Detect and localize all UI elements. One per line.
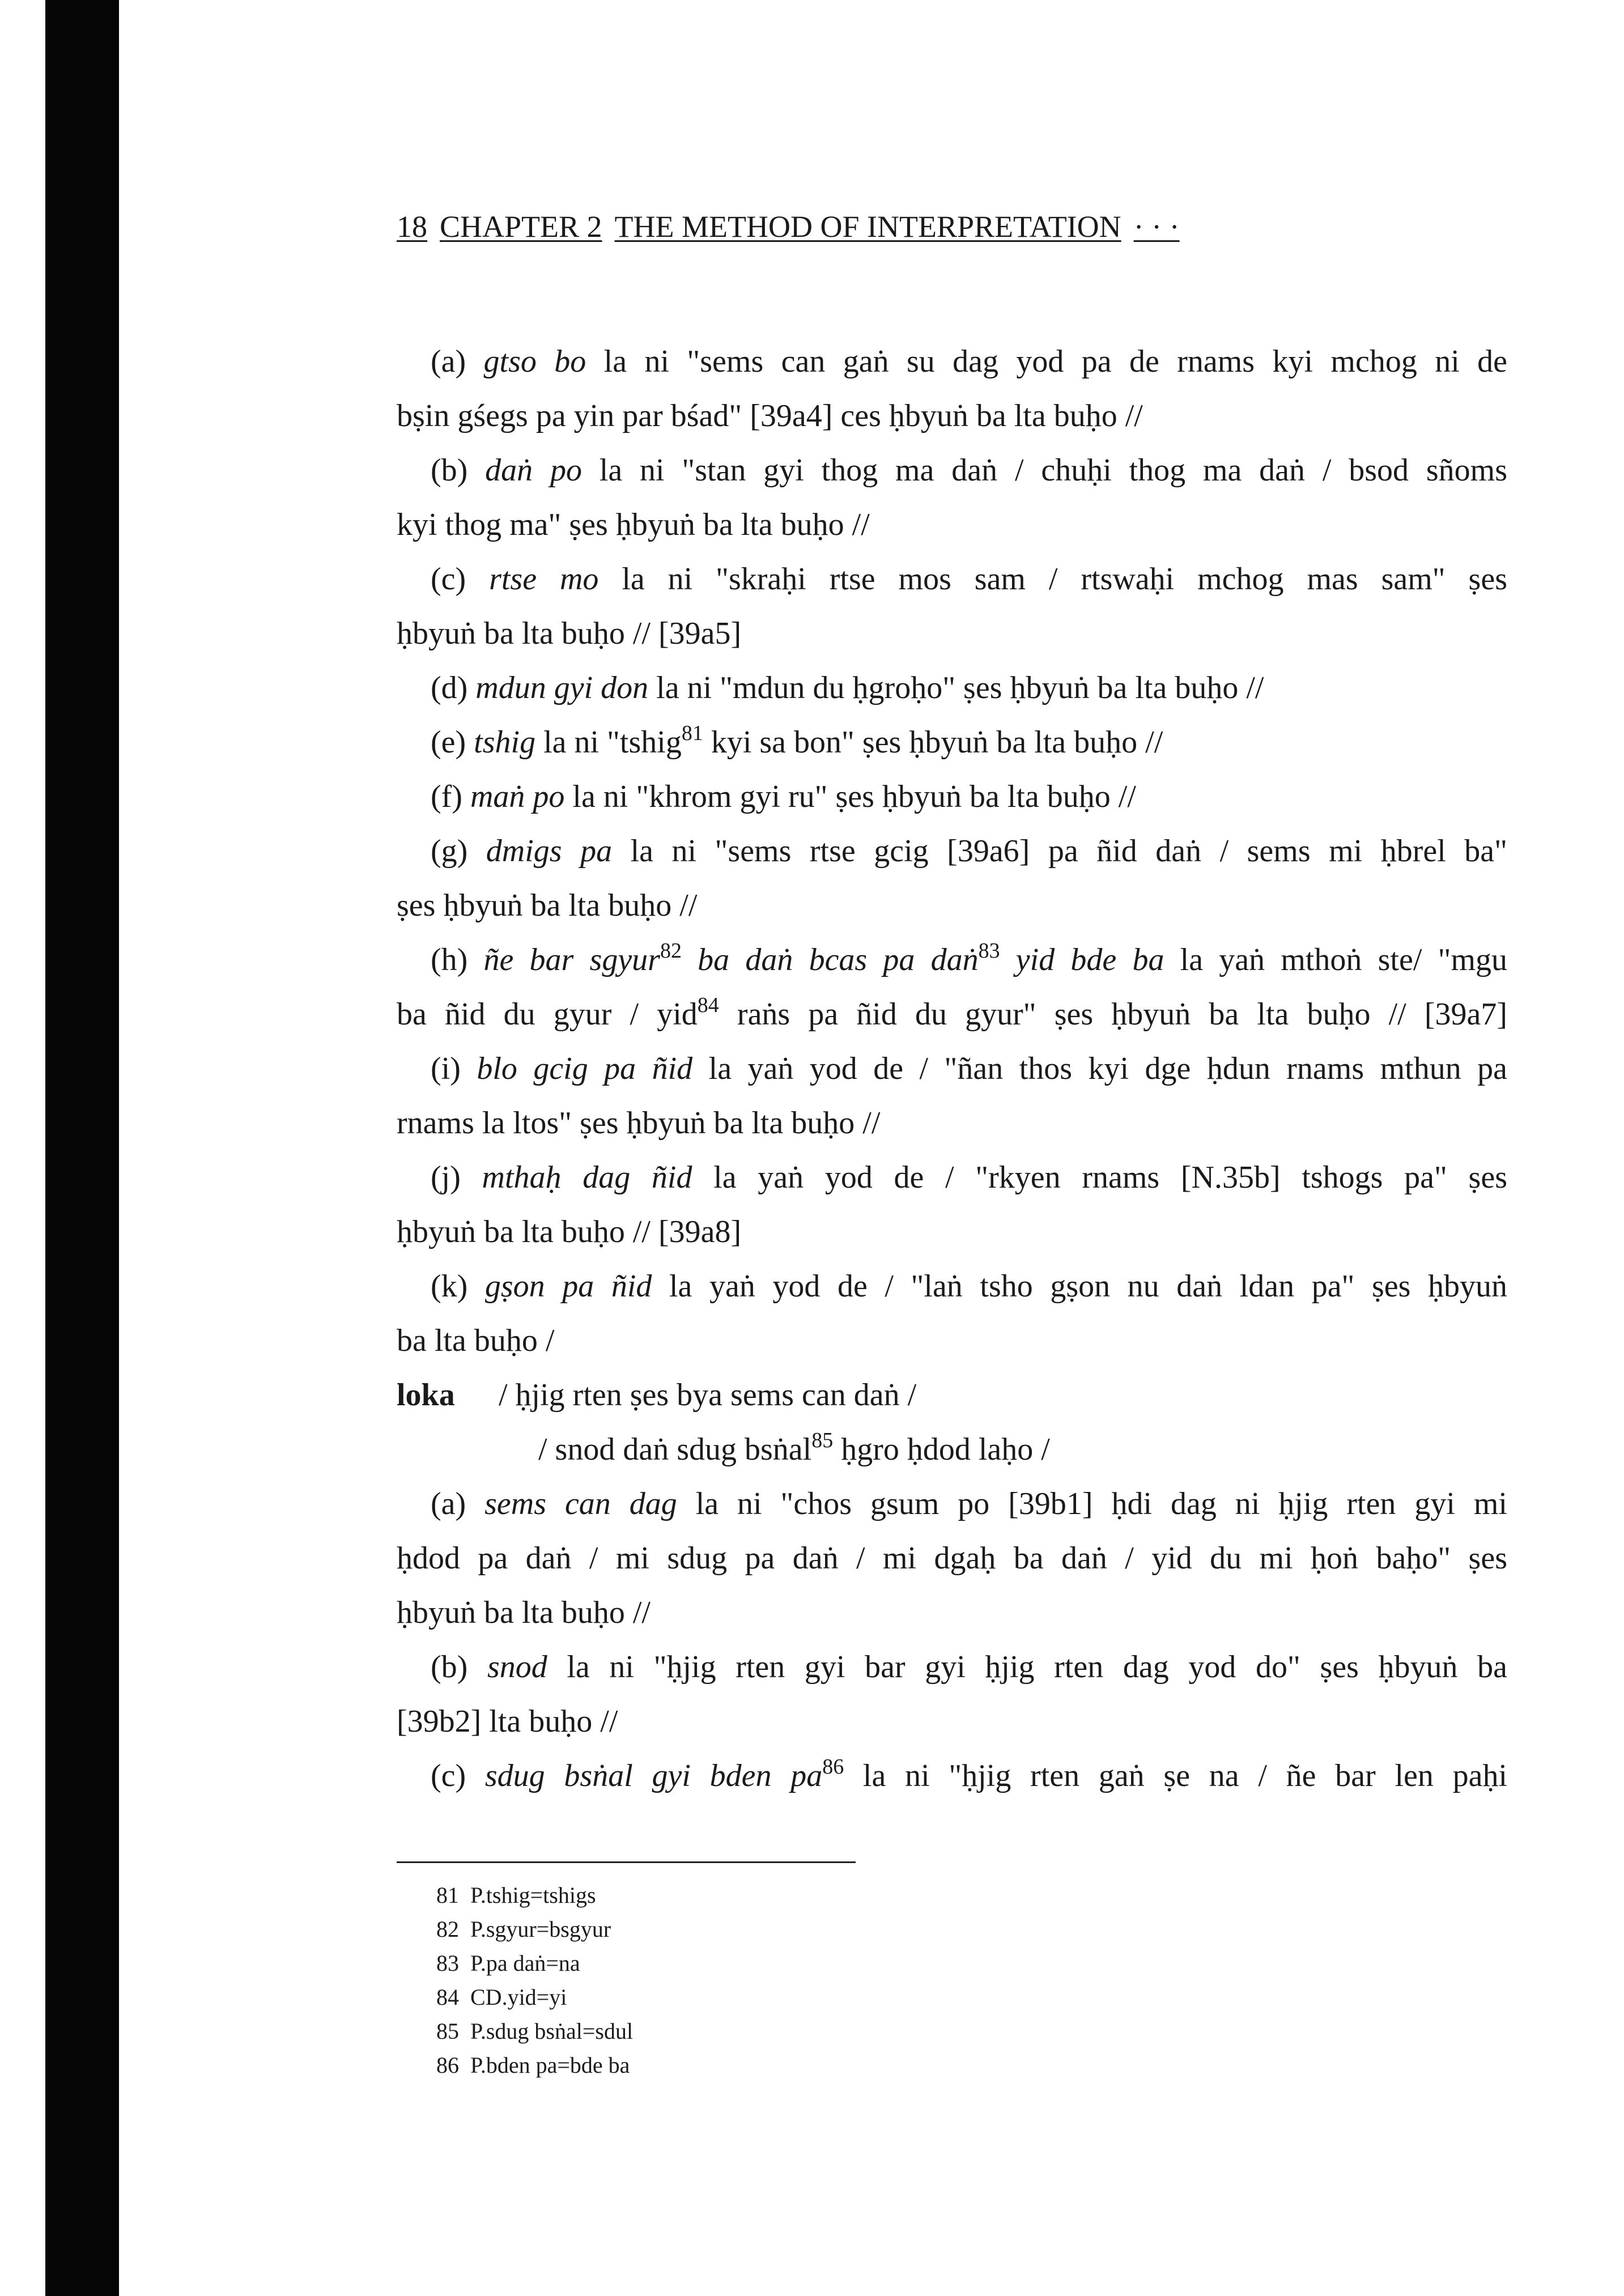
text-line: [397, 715, 1507, 769]
text-run: (c): [431, 562, 490, 597]
footnote: [436, 1980, 633, 2014]
text-run: rnams la ltos" ṣes ḥbyuṅ ba lta buḥo //: [397, 1106, 881, 1141]
footnote-text: P.pa daṅ=na: [470, 1950, 580, 1976]
text-line: [397, 661, 1507, 715]
running-head: [397, 207, 1180, 246]
text-line: [397, 1640, 1507, 1694]
page-number: 18: [397, 210, 427, 244]
italic-term: blo gcig pa ñid: [477, 1051, 693, 1086]
footnote-text: P.tshig=tshigs: [470, 1882, 596, 1908]
text-line: [397, 1150, 1507, 1205]
text-line: [397, 606, 1507, 661]
body-text: [397, 334, 1507, 1803]
italic-term: daṅ po: [485, 453, 582, 488]
italic-term: yid bde ba: [1000, 942, 1164, 977]
text-run: la ni "khrom gyi ru" ṣes ḥbyuṅ ba lta buḥo //: [564, 779, 1136, 814]
text-line: [397, 1096, 1507, 1150]
footnote-number: 86: [436, 2052, 459, 2078]
text-line: [397, 1313, 1507, 1368]
footnote-number: 82: [436, 1916, 459, 1942]
footnote-number: 85: [436, 2018, 459, 2044]
text-line: [397, 498, 1507, 552]
footnote-marker: 81: [681, 721, 703, 745]
text-run: ba ñid du gyur / yid: [397, 997, 698, 1032]
text-line: [397, 1531, 1507, 1585]
header-ellipsis: · · ·: [1133, 210, 1180, 244]
footnote-marker: 86: [822, 1755, 844, 1779]
text-run: ḥbyuṅ ba lta buḥo // [39a5]: [397, 616, 742, 651]
footnote-text: P.sdug bsṅal=sdul: [470, 2018, 634, 2044]
text-line: [397, 987, 1507, 1041]
text-line: [397, 552, 1507, 606]
text-run: ḥbyuṅ ba lta buḥo //: [397, 1595, 651, 1630]
italic-term: sems can dag: [484, 1486, 677, 1521]
text-run: (a): [431, 1486, 485, 1521]
text-run: (d): [431, 670, 476, 705]
italic-term: snod: [487, 1649, 547, 1685]
footnote-marker: 85: [811, 1428, 834, 1452]
footnote: [436, 1878, 633, 1912]
footnote-number: 83: [436, 1950, 459, 1976]
text-run: kyi thog ma" ṣes ḥbyuṅ ba lta buḥo //: [397, 507, 870, 542]
text-run: ṣes ḥbyuṅ ba lta buḥo //: [397, 888, 698, 923]
footnote: [436, 1912, 633, 1946]
text-run: la ni "tshig: [535, 725, 682, 760]
text-line: [397, 1368, 1507, 1422]
footnote-number: 84: [436, 1984, 459, 2010]
italic-term: mthaḥ dag ñid: [482, 1160, 692, 1195]
text-run: la ni "sems rtse gcig [39a6] pa ñid daṅ / sems mi ḥbrel ba": [612, 834, 1508, 869]
text-line: [397, 1205, 1507, 1259]
text-run: ḥdod pa daṅ / mi sdug pa daṅ / mi dgaḥ ba daṅ / yid du mi ḥoṅ baḥo" ṣes: [397, 1541, 1507, 1576]
text-run: la yaṅ yod de / "ñan thos kyi dge ḥdun rnams mthun pa: [692, 1051, 1507, 1086]
lemma-term: loka: [397, 1377, 455, 1413]
text-run: (c): [431, 1758, 485, 1793]
text-run: (b): [431, 453, 486, 488]
text-line: [397, 824, 1507, 878]
text-run: (h): [431, 942, 484, 977]
chapter-label: CHAPTER 2: [440, 210, 602, 244]
italic-term: gṣon pa ñid: [484, 1269, 652, 1304]
text-line: [397, 1585, 1507, 1640]
footnote: [436, 2014, 633, 2048]
text-run: (i): [431, 1051, 477, 1086]
footnotes: [436, 1878, 633, 2082]
text-line: [397, 389, 1507, 443]
italic-term: ñe bar sgyur: [483, 942, 660, 977]
text-run: (e): [431, 725, 474, 760]
text-run: (f): [431, 779, 470, 814]
footnote: [436, 1946, 633, 1980]
italic-term: mdun gyi don: [475, 670, 649, 705]
italic-term: tshig: [474, 725, 536, 760]
text-run: la ni "mdun du ḥgroḥo" ṣes ḥbyuṅ ba lta buḥo //: [648, 670, 1264, 705]
text-run: ḥbyuṅ ba lta buḥo // [39a8]: [397, 1214, 742, 1249]
text-run: / snod daṅ sdug bsṅal: [538, 1432, 812, 1467]
text-line: [397, 769, 1507, 824]
text-run: / ḥjig rten ṣes bya sems can daṅ /: [499, 1377, 917, 1413]
text-line: [397, 1477, 1507, 1531]
italic-term: sdug bsṅal gyi bden pa: [484, 1758, 823, 1793]
text-run: la ni "chos gsum po [39b1] ḥdi dag ni ḥjig rten gyi mi: [677, 1486, 1507, 1521]
chapter-title: THE METHOD OF INTERPRETATION: [614, 210, 1121, 244]
text-run: ba lta buḥo /: [397, 1323, 555, 1358]
text-run: la yaṅ yod de / "rkyen rnams [N.35b] tshogs pa" ṣes: [692, 1160, 1507, 1195]
text-run: la ni "stan gyi thog ma daṅ / chuḥi thog ma daṅ / bsod sñoms: [581, 453, 1508, 488]
text-run: la yaṅ mthoṅ ste/ "mgu: [1164, 942, 1508, 977]
text-run: ḥgro ḥdod laḥo /: [833, 1432, 1050, 1467]
text-run: bṣin gśegs pa yin par bśad" [39a4] ces ḥbyuṅ ba lta buḥo //: [397, 398, 1143, 433]
text-run: raṅs pa ñid du gyur" ṣes ḥbyuṅ ba lta buḥo // [39a7]: [719, 997, 1507, 1032]
footnote: [436, 2048, 633, 2082]
text-run: (k): [431, 1269, 485, 1304]
footnote-text: CD.yid=yi: [470, 1984, 567, 2010]
text-run: (j): [431, 1160, 482, 1195]
footnote-marker: 82: [660, 939, 682, 963]
text-run: (a): [431, 344, 484, 379]
text-run: (b): [431, 1649, 487, 1685]
italic-term: gtso bo: [483, 344, 586, 379]
text-line: [397, 1749, 1507, 1803]
text-run: [39b2] lta buḥo //: [397, 1704, 618, 1739]
text-line: [397, 878, 1507, 933]
text-line: [397, 933, 1507, 987]
footnote-text: P.bden pa=bde ba: [470, 2052, 630, 2078]
footnote-rule: [397, 1861, 856, 1863]
footnote-text: P.sgyur=bsgyur: [470, 1916, 611, 1942]
footnote-marker: 84: [697, 993, 719, 1017]
text-line: [397, 1041, 1507, 1096]
footnote-marker: 83: [978, 939, 1000, 963]
text-line: [397, 334, 1507, 389]
italic-term: ba daṅ bcas pa daṅ: [681, 942, 979, 977]
text-run: la ni "ḥjig rten gaṅ ṣe na / ñe bar len paḥi: [844, 1758, 1508, 1793]
italic-term: rtse mo: [489, 562, 599, 597]
text-run: la ni "sems can gaṅ su dag yod pa de rnams kyi mchog ni de: [586, 344, 1508, 379]
text-run: kyi sa bon" ṣes ḥbyuṅ ba lta buḥo //: [703, 725, 1163, 760]
text-run: la ni "skraḥi rtse mos sam / rtswaḥi mchog mas sam" ṣes: [598, 562, 1507, 597]
text-line: [397, 443, 1507, 498]
scan-binding-edge: [45, 0, 119, 2296]
text-line: [397, 1694, 1507, 1749]
italic-term: dmigs pa: [486, 834, 613, 869]
footnote-number: 81: [436, 1882, 459, 1908]
text-line: [397, 1259, 1507, 1313]
text-line: [397, 1422, 1507, 1477]
italic-term: maṅ po: [470, 779, 565, 814]
text-run: la ni "ḥjig rten gyi bar gyi ḥjig rten dag yod do" ṣes ḥbyuṅ ba: [547, 1649, 1508, 1685]
text-run: (g): [431, 834, 486, 869]
text-run: la yaṅ yod de / "laṅ tsho gṣon nu daṅ ldan pa" ṣes ḥbyuṅ: [652, 1269, 1507, 1304]
